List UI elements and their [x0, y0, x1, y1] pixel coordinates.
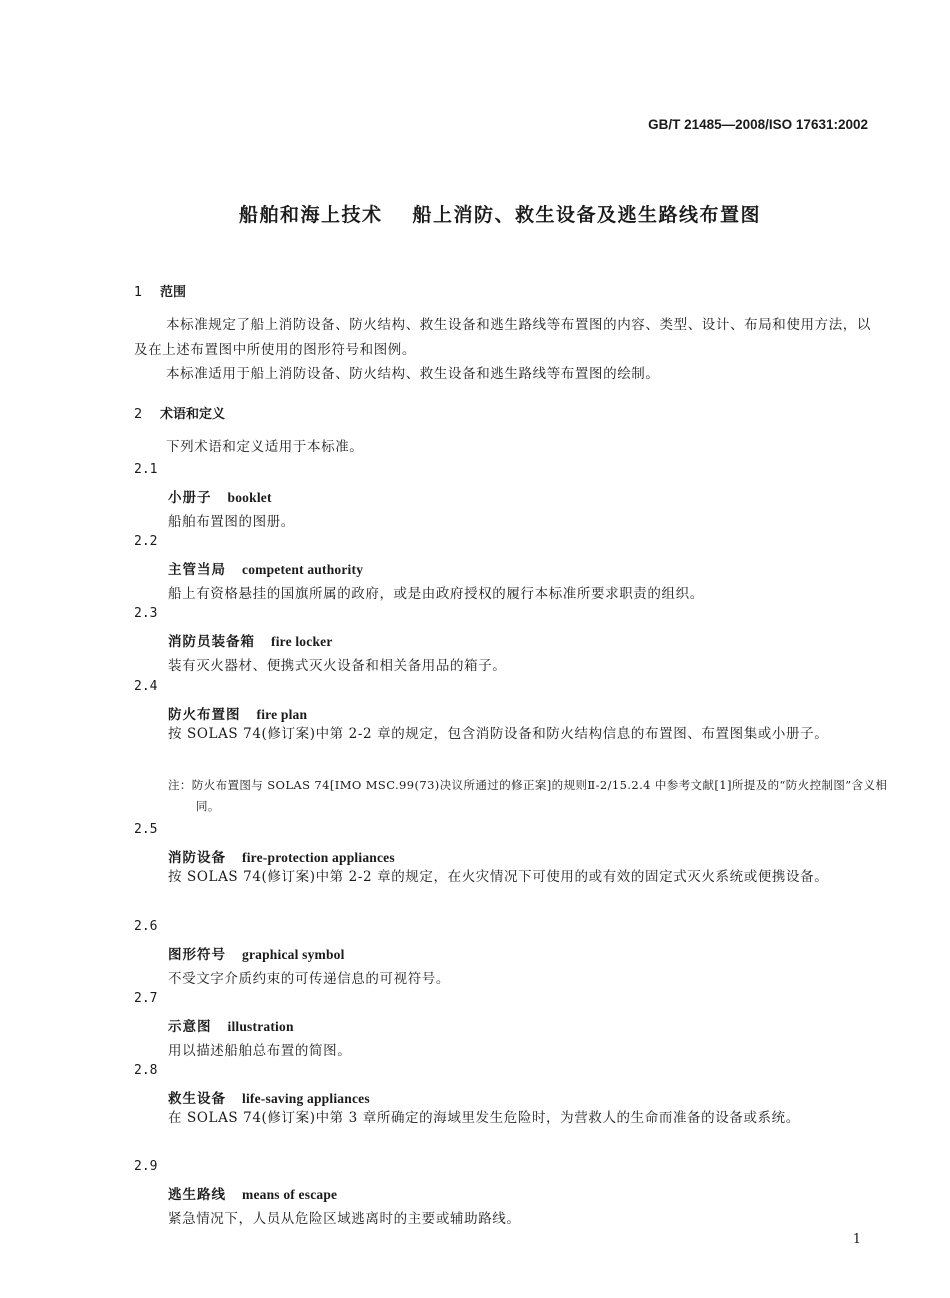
term-number: 2.8 [134, 1063, 158, 1078]
term-definition: 按 SOLAS 74(修订案)中第 2-2 章的规定，在火灾情况下可使用的或有效的固定式灭火系统或便携设备。 [168, 869, 829, 885]
term-en: fire plan [256, 707, 308, 722]
document-title [0, 200, 950, 227]
section-2-heading [134, 403, 225, 422]
term-zh: 防火布置图 [168, 707, 241, 723]
term-heading [168, 846, 395, 866]
term-zh: 消防设备 [168, 850, 226, 866]
term-number: 2.1 [134, 462, 158, 477]
term-note: 注：防火布置图与 SOLAS 74[IMO MSC.99(73)决议所通过的修正案]的规则Ⅱ-2/15.2.4 中参考文献[1]所提及的“防火控制图”含义相同。 [168, 778, 888, 813]
section-1-heading [134, 281, 186, 300]
term-heading [168, 1183, 337, 1203]
term-number: 2.4 [134, 679, 158, 694]
term-zh: 主管当局 [168, 562, 226, 578]
term-zh: 示意图 [168, 1019, 212, 1035]
term-definition: 紧急情况下，人员从危险区域逃离时的主要或辅助路线。 [168, 1211, 521, 1227]
section-1-paragraph-2: 本标准适用于船上消防设备、防火结构、救生设备和逃生路线等布置图的绘制。 [166, 366, 660, 382]
term-heading [168, 943, 345, 963]
term-zh: 图形符号 [168, 947, 226, 963]
section-1-paragraph-1: 本标准规定了船上消防设备、防火结构、救生设备和逃生路线等布置图的内容、类型、设计、布局和使用方法，以及在上述布置图中所使用的图形符号和图例。 [134, 317, 871, 358]
term-number: 2.9 [134, 1159, 158, 1174]
term-definition: 船上有资格悬挂的国旗所属的政府，或是由政府授权的履行本标准所要求职责的组织。 [168, 586, 704, 602]
term-zh: 小册子 [168, 490, 212, 506]
term-heading [168, 558, 363, 578]
section-2-intro: 下列术语和定义适用于本标准。 [166, 439, 364, 455]
term-definition: 装有灭火器材、便携式灭火设备和相关备用品的箱子。 [168, 658, 507, 674]
term-zh: 消防员装备箱 [168, 634, 255, 650]
term-en: competent authority [242, 562, 364, 577]
term-number: 2.7 [134, 991, 158, 1006]
section-2-number: 2 [134, 407, 143, 422]
term-en: illustration [227, 1019, 294, 1034]
term-heading [168, 703, 307, 723]
term-number: 2.3 [134, 606, 158, 621]
term-definition: 不受文字介质约束的可传递信息的可视符号。 [168, 971, 450, 987]
term-definition: 船舶布置图的图册。 [168, 514, 295, 530]
term-number: 2.6 [134, 919, 158, 934]
section-1-title: 范围 [160, 285, 187, 300]
term-heading [168, 486, 272, 506]
term-en: fire locker [271, 634, 333, 649]
term-heading [168, 1087, 370, 1107]
title-part-2: 船上消防、救生设备及逃生路线布置图 [412, 204, 762, 226]
term-number: 2.5 [134, 822, 158, 837]
term-definition: 按 SOLAS 74(修订案)中第 2-2 章的规定，包含消防设备和防火结构信息的布置图、布置图集或小册子。 [168, 726, 829, 742]
term-en: booklet [227, 490, 272, 505]
term-en: graphical symbol [242, 947, 345, 962]
term-zh: 逃生路线 [168, 1187, 226, 1203]
term-number: 2.2 [134, 534, 158, 549]
term-heading [168, 1015, 294, 1035]
standard-id: GB/T 21485—2008/ISO 17631:2002 [648, 117, 868, 132]
term-heading [168, 630, 333, 650]
term-en: means of escape [242, 1187, 338, 1202]
term-en: fire-protection appliances [242, 850, 395, 865]
term-definition: 用以描述船舶总布置的简图。 [168, 1043, 352, 1059]
title-part-1: 船舶和海上技术 [238, 204, 383, 226]
term-zh: 救生设备 [168, 1091, 226, 1107]
page-number: 1 [852, 1232, 861, 1247]
term-en: life-saving appliances [242, 1091, 370, 1106]
section-2-title: 术语和定义 [160, 407, 226, 422]
term-definition: 在 SOLAS 74(修订案)中第 3 章所确定的海域里发生危险时，为营救人的生命而准备的设备或系统。 [168, 1110, 800, 1126]
section-1-number: 1 [134, 285, 143, 300]
